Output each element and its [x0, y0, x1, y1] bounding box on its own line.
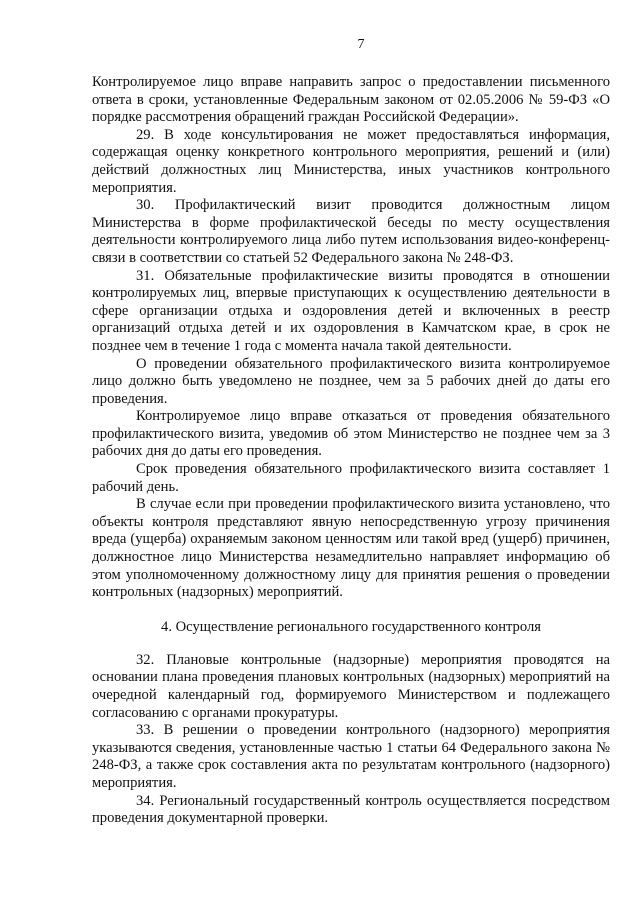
paragraph: Контролируемое лицо вправе направить запрос о предоставлении письменного ответа в сроки, установленные Федеральным законом от 02.05.2006 № 59-ФЗ «О порядке рассмотрения обращений граждан Российской Федерации». [92, 74, 610, 126]
paragraphs-before-section [92, 74, 610, 602]
paragraph: В случае если при проведении профилактического визита установлено, что объекты контроля представляют явную непосредственную угрозу причинения вреда (ущерба) охраняемым законом ценностям или такой вред (ущерб) причинен, должностное лицо Министерства незамедлительно направляет информацию об этом уполномоченному должностному лицу для принятия решения о проведении контрольных (надзорных) мероприятий. [92, 496, 610, 601]
paragraph: 31. Обязательные профилактические визиты проводятся в отношении контролируемых лиц, впервые приступающих к осуществлению деятельности в сфере организации отдыха и оздоровления детей и включенных в реестр организаций отдыха детей и их оздоровления в Камчатском крае, в срок не позднее чем в течение 1 года с момента начала такой деятельности. [92, 267, 610, 354]
page-number: 7 [357, 37, 365, 52]
paragraph: 34. Региональный государственный контроль осуществляется посредством проведения документарной проверки. [92, 792, 610, 827]
section-heading: 4. Осуществление регионального государственного контроля [161, 618, 541, 635]
paragraph: Срок проведения обязательного профилактического визита составляет 1 рабочий день. [92, 461, 610, 495]
paragraph: 30. Профилактический визит проводится должностным лицом Министерства в форме профилактической беседы по месту осуществления деятельности контролируемого лица либо путем использования видео-конференц-связи в соответствии со статьей 52 Федерального закона № 248-ФЗ. [92, 197, 610, 266]
paragraph: О проведении обязательного профилактического визита контролируемое лицо должно быть уведомлено не позднее, чем за 5 рабочих дней до даты его проведения. [92, 355, 610, 407]
paragraph: 33. В решении о проведении контрольного (надзорного) мероприятия указываются сведения, установленные частью 1 статьи 64 Федерального закона № 248-ФЗ, а также срок составления акта по результатам контрольного (надзорного) мероприятия. [92, 722, 610, 791]
paragraph: 29. В ходе консультирования не может предоставляться информация, содержащая оценку конкретного контрольного мероприятия, решений и (или) действий должностных лиц Министерства, иных участников контрольного мероприятия. [92, 126, 610, 196]
paragraph: 32. Плановые контрольные (надзорные) мероприятия проводятся на основании плана проведения плановых контрольных (надзорных) мероприятий на очередной календарный год, формируемого Министерством и подлежащего согласованию с органами прокуратуры. [92, 651, 610, 721]
paragraphs-after-section [92, 652, 610, 828]
paragraph: Контролируемое лицо вправе отказаться от проведения обязательного профилактического визита, уведомив об этом Министерство не позднее чем за 3 рабочих дня до даты его проведения. [92, 408, 610, 460]
